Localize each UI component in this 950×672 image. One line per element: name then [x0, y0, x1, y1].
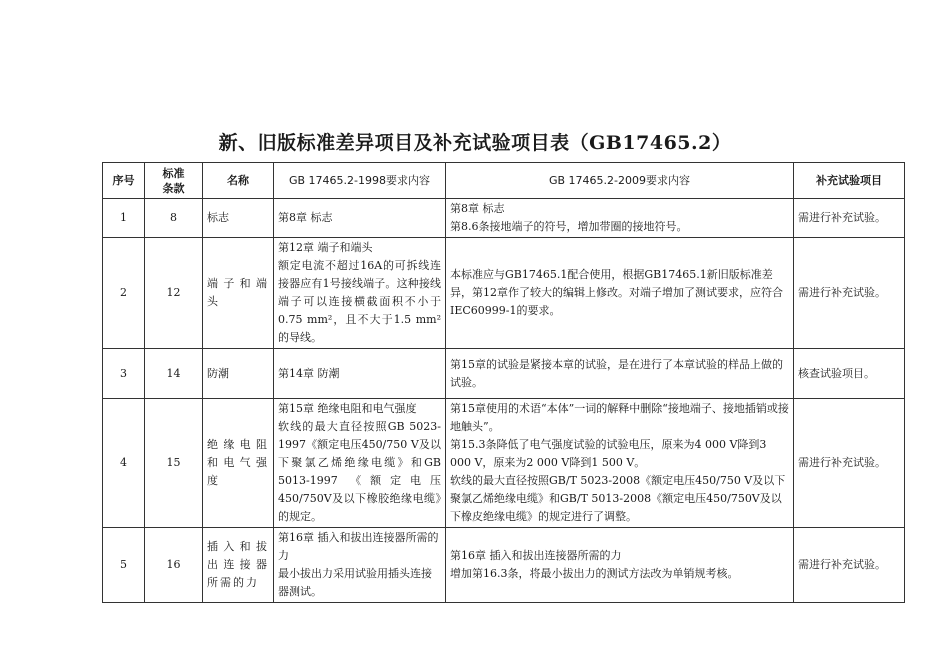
old-text: 第16章 插入和拔出连接器所需的力 — [278, 531, 439, 562]
cell-name: 防潮 — [203, 349, 274, 399]
new-text: 第15.3条降低了电气强度试验的试验电压，原来为4 000 V降到3 000 V，原来为2 000 V降到1 500 V。 — [450, 438, 767, 469]
new-text: 第15章的试验是紧接本章的试验，是在进行了本章试验的样品上做的试验。 — [450, 357, 783, 389]
new-text: 本标准应与GB17465.1配合使用，根据GB17465.1新旧版标准差异，第12章作了较大的编辑上修改。对端子增加了测试要求，应符合IEC60999-1的要求。 — [450, 268, 783, 317]
old-text: 第8章 标志 — [278, 211, 333, 224]
cell-clause: 8 — [145, 199, 203, 238]
cell-seq: 3 — [103, 349, 145, 399]
cell-old — [274, 399, 446, 528]
cell-seq: 1 — [103, 199, 145, 238]
new-text: 第8.6条接地端子的符号，增加带圈的接地符号。 — [450, 220, 688, 233]
old-text: 第12章 端子和端头 — [278, 241, 373, 254]
difference-table — [102, 162, 905, 603]
cell-clause: 12 — [145, 238, 203, 349]
cell-old — [274, 238, 446, 349]
cell-supplementary: 需进行补充试验。 — [794, 528, 905, 603]
cell-name: 端子和端头 — [203, 238, 274, 349]
new-text: 增加第16.3条，将最小拔出力的测试方法改为单销规考核。 — [450, 567, 739, 580]
cell-new — [446, 349, 794, 399]
cell-supplementary: 需进行补充试验。 — [794, 238, 905, 349]
cell-name: 插入和拔出连接器所需的力 — [203, 528, 274, 603]
cell-old — [274, 528, 446, 603]
old-text: 额定电流不超过16A的可拆线连接器应有1号接线端子。这种接线端子可以连接横截面积不小于0.75 mm²，且不大于1.5 mm²的导线。 — [278, 259, 441, 344]
cell-name: 绝缘电阻和电气强度 — [203, 399, 274, 528]
header-old-requirements: GB 17465.2-1998要求内容 — [274, 163, 446, 199]
table-row — [103, 199, 905, 238]
header-supplementary-tests: 补充试验项目 — [794, 163, 905, 199]
old-text: 最小拔出力采用试验用插头连接器测试。 — [278, 567, 432, 598]
cell-new — [446, 199, 794, 238]
header-clause — [145, 163, 203, 199]
new-text: 软线的最大直径按照GB/T 5023-2008《额定电压450/750 V及以下聚氯乙烯绝缘电缆》和GB/T 5013-2008《额定电压450/750V及以下橡皮绝缘电缆》的规定进行了调整。 — [450, 474, 786, 523]
cell-supplementary: 需进行补充试验。 — [794, 399, 905, 528]
header-name: 名称 — [203, 163, 274, 199]
table-header-row — [103, 163, 905, 199]
old-text: 第15章 绝缘电阻和电气强度 — [278, 402, 417, 415]
old-text: 软线的最大直径按照GB 5023-1997《额定电压450/750 V及以下聚氯乙烯绝缘电缆》和GB 5013-1997 《额定电压450/750V及以下橡胶绝缘电缆》的规定。 — [278, 420, 441, 523]
table-row — [103, 528, 905, 603]
cell-new — [446, 528, 794, 603]
header-clause-text: 标准 条款 — [162, 166, 185, 195]
cell-supplementary: 核查试验项目。 — [794, 349, 905, 399]
cell-seq: 5 — [103, 528, 145, 603]
new-text: 第15章使用的术语“本体”一词的解释中删除“接地端子、接地插销或接地触头”。 — [450, 402, 789, 433]
cell-seq: 4 — [103, 399, 145, 528]
cell-old — [274, 199, 446, 238]
new-text: 第16章 插入和拔出连接器所需的力 — [450, 549, 622, 562]
document-title: 新、旧版标准差异项目及补充试验项目表（GB17465.2） — [218, 132, 732, 154]
table-row — [103, 349, 905, 399]
table-row — [103, 399, 905, 528]
old-text: 第14章 防潮 — [278, 366, 340, 380]
new-text: 第8章 标志 — [450, 202, 505, 215]
table-row — [103, 238, 905, 349]
cell-supplementary: 需进行补充试验。 — [794, 199, 905, 238]
cell-clause: 15 — [145, 399, 203, 528]
header-new-requirements: GB 17465.2-2009要求内容 — [446, 163, 794, 199]
header-seq: 序号 — [103, 163, 145, 199]
cell-name: 标志 — [203, 199, 274, 238]
cell-clause: 16 — [145, 528, 203, 603]
cell-old — [274, 349, 446, 399]
cell-new — [446, 238, 794, 349]
cell-clause: 14 — [145, 349, 203, 399]
cell-new — [446, 399, 794, 528]
cell-seq: 2 — [103, 238, 145, 349]
